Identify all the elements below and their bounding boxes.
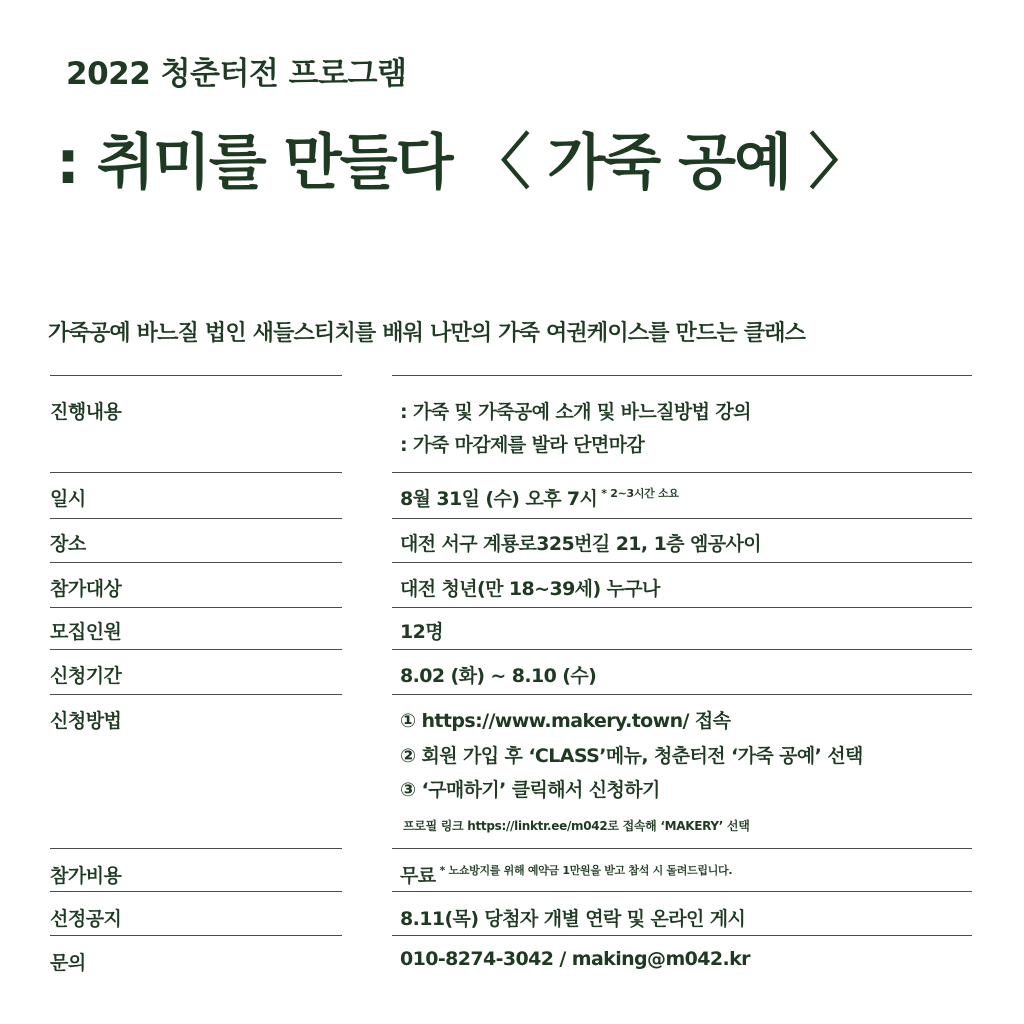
divider xyxy=(392,472,972,473)
target-value: 대전 청년(만 18~39세) 누구나 xyxy=(400,578,660,600)
date-value xyxy=(400,484,679,511)
divider xyxy=(50,694,342,695)
divider xyxy=(50,649,342,650)
divider xyxy=(392,935,972,936)
divider xyxy=(392,891,972,892)
place-value: 대전 서구 계룡로325번길 21, 1층 엠공사이 xyxy=(400,533,761,555)
contact-label: 문의 xyxy=(50,952,86,974)
class-description: 가죽공예 바느질 법인 새들스티치를 배워 나만의 가죽 여권케이스를 만드는 클래스 xyxy=(48,321,806,346)
content-line-2: : 가죽 마감제를 발라 단면마감 xyxy=(400,434,645,456)
divider xyxy=(50,935,342,936)
notice-value: 8.11(목) 당첨자 개별 연락 및 온라인 게시 xyxy=(400,908,746,930)
contact-value: 010-8274-3042 / making@m042.kr xyxy=(400,948,750,970)
method-step-3: ③ ‘구매하기’ 클릭해서 신청하기 xyxy=(400,779,660,801)
divider xyxy=(392,518,972,519)
divider xyxy=(392,649,972,650)
divider xyxy=(392,562,972,563)
method-label: 신청방법 xyxy=(50,710,122,732)
duration-note: * 2~3시간 소요 xyxy=(601,487,679,500)
period-value: 8.02 (화) ~ 8.10 (수) xyxy=(400,665,597,687)
content-label: 진행내용 xyxy=(50,401,122,423)
page-title: : 취미를 만들다 〈 가죽 공예 〉 xyxy=(56,128,867,198)
period-label: 신청기간 xyxy=(50,665,122,687)
divider xyxy=(392,694,972,695)
program-heading: 2022 청춘터전 프로그램 xyxy=(66,56,407,92)
capacity-value: 12명 xyxy=(400,621,443,643)
divider xyxy=(392,848,972,849)
cost-label: 참가비용 xyxy=(50,865,122,887)
divider xyxy=(50,562,342,563)
content-line-1: : 가죽 및 가죽공예 소개 및 바느질방법 강의 xyxy=(400,401,751,423)
target-label: 참가대상 xyxy=(50,578,122,600)
date-text: 8월 31일 (수) 오후 7시 xyxy=(400,488,598,510)
capacity-label: 모집인원 xyxy=(50,621,122,643)
place-label: 장소 xyxy=(50,533,86,555)
divider xyxy=(50,607,342,608)
cost-value xyxy=(400,861,732,888)
cost-text: 무료 xyxy=(400,865,436,887)
method-step-2: ② 회원 가입 후 ‘CLASS’메뉴, 청춘터전 ‘가죽 공예’ 선택 xyxy=(400,745,863,767)
divider xyxy=(50,848,342,849)
deposit-note: * 노쇼방지를 위해 예약금 1만원을 받고 참석 시 돌려드립니다. xyxy=(439,864,733,877)
divider xyxy=(392,607,972,608)
divider xyxy=(50,518,342,519)
notice-label: 선정공지 xyxy=(50,908,122,930)
profile-link-note: 프로필 링크 https://linktr.ee/m042로 접속해 ‘MAKERY’ 선택 xyxy=(403,819,750,833)
divider xyxy=(50,472,342,473)
divider xyxy=(50,375,342,376)
divider xyxy=(392,375,972,376)
divider xyxy=(50,891,342,892)
date-label: 일시 xyxy=(50,488,86,510)
method-step-1: ① https://www.makery.town/ 접속 xyxy=(400,710,731,732)
